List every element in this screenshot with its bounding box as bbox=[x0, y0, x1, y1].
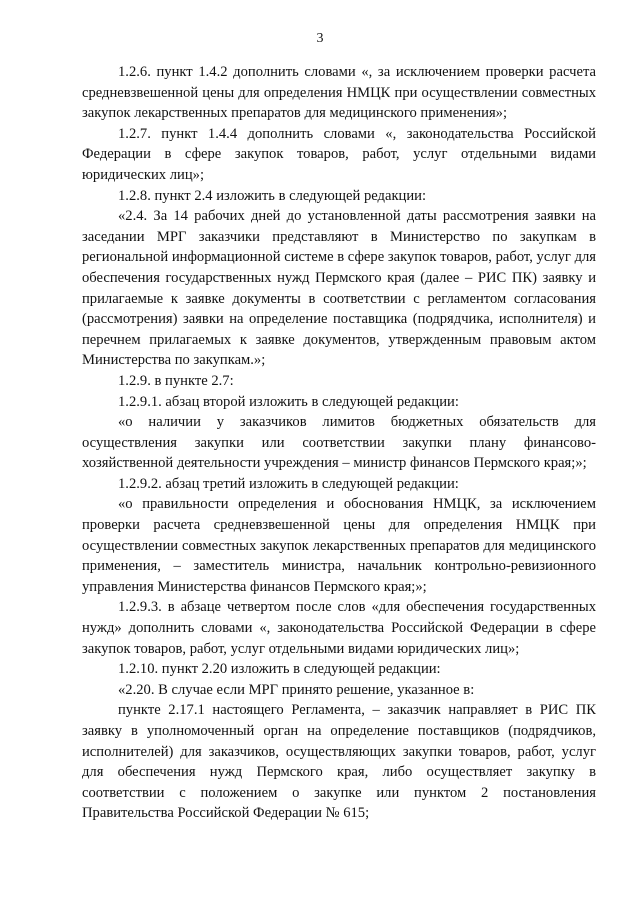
paragraph-1-2-9-3: 1.2.9.3. в абзаце четвертом после слов «для обеспечения государственных нужд» дополнить словами «, законодательства Российской Федерации в сфере закупок товаров, работ, услуг отдельными видами юридических лиц»; bbox=[82, 599, 596, 657]
paragraph-quote-budget: «о наличии у заказчиков лимитов бюджетных обязательств для осуществления закупки или соответствии закупки плану финансово-хозяйственной деятельности учреждения – министр финансов Пермского края;»; bbox=[82, 414, 596, 472]
paragraph-1-2-6: 1.2.6. пункт 1.4.2 дополнить словами «, за исключением проверки расчета средневзвешенной цены для определения НМЦК при осуществлении совместных закупок лекарственных препаратов для медицинского применения»; bbox=[82, 64, 596, 122]
paragraph-1-2-9-2: 1.2.9.2. абзац третий изложить в следующей редакции: bbox=[118, 475, 459, 492]
document-body bbox=[82, 62, 596, 824]
paragraph-quote-2-20: «2.20. В случае если МРГ принято решение, указанное в: bbox=[118, 681, 475, 698]
paragraph-1-2-8: 1.2.8. пункт 2.4 изложить в следующей редакции: bbox=[118, 187, 427, 204]
paragraph-quote-2-4: «2.4. За 14 рабочих дней до установленной даты рассмотрения заявки на заседании МРГ заказчики представляют в Министерство по закупкам в региональной информационной системе в сфере закупок товаров, работ, услуг для обеспечения государственных нужд Пермского края (далее – РИС ПК) заявку и прилагаемые к заявке документы в соответствии с регламентом согласования (рассмотрения) заявки на определение поставщика (подрядчика, исполнителя) и перечнем прилагаемых к заявке документов, утвержденным правовым актом Министерства по закупкам.»; bbox=[82, 208, 596, 369]
paragraph-1-2-9: 1.2.9. в пункте 2.7: bbox=[118, 372, 234, 389]
paragraph-1-2-10: 1.2.10. пункт 2.20 изложить в следующей редакции: bbox=[118, 661, 441, 678]
page-number: 3 bbox=[316, 31, 324, 46]
paragraph-1-2-9-1: 1.2.9.1. абзац второй изложить в следующей редакции: bbox=[118, 393, 459, 410]
paragraph-2-17-1: пункте 2.17.1 настоящего Регламента, – заказчик направляет в РИС ПК заявку в уполномоченный орган на определение поставщиков (подрядчиков, исполнителей) для заказчиков, осуществляющих закупки товаров, работ, услуг для обеспечения нужд Пермского края, либо осуществляет закупку в соответствии с положением о закупке или пунктом 2 постановления Правительства Российской Федерации № 615; bbox=[82, 702, 596, 822]
paragraph-1-2-7: 1.2.7. пункт 1.4.4 дополнить словами «, законодательства Российской Федерации в сфере закупок товаров, работ, услуг отдельными видами юридических лиц»; bbox=[82, 125, 596, 183]
paragraph-quote-nmck: «о правильности определения и обоснования НМЦК, за исключением проверки расчета средневзвешенной цены для определения НМЦК при осуществлении совместных закупок лекарственных препаратов для медицинского применения, – заместитель министра, начальник контрольно-ревизионного управления Министерства финансов Пермского края;»; bbox=[82, 496, 596, 595]
